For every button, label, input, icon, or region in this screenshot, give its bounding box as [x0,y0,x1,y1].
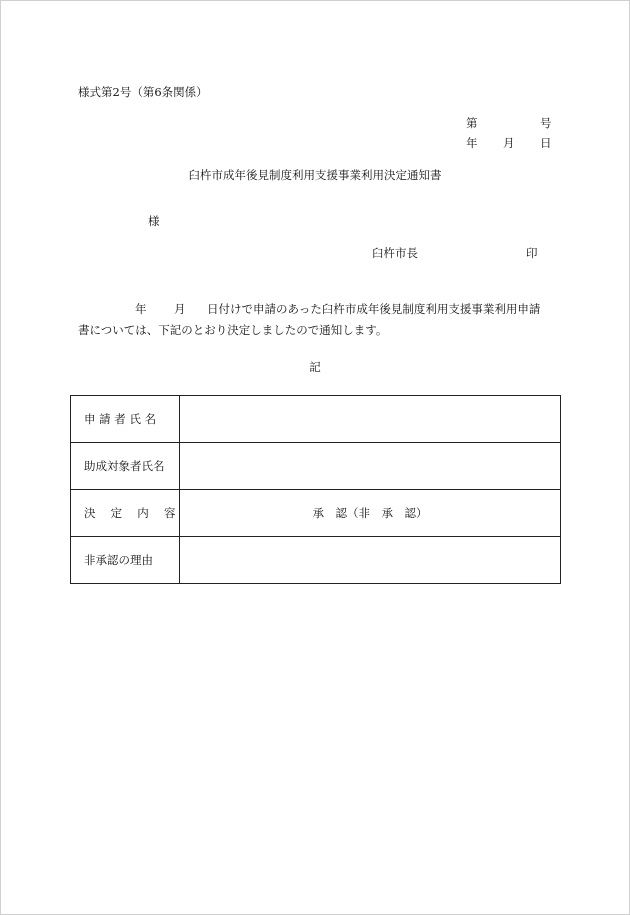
rejection-reason-label: 非承認の理由 [71,537,180,584]
subsidy-recipient-name-field [180,443,561,490]
table-row-decision [71,490,561,537]
seal-mark: 印 [526,246,538,260]
result-table [70,395,561,584]
body-month-label: 月 [174,302,186,316]
date-year-label: 年 [466,136,478,150]
applicant-name-field [180,396,561,443]
document-number-prefix: 第 [466,116,478,130]
applicant-name-label: 申 請 者 氏 名 [71,396,180,443]
document-title: 臼杵市成年後見制度利用支援事業利用決定通知書 [188,168,442,182]
date-month-label: 月 [503,136,515,150]
table-row-rejection-reason [71,537,561,584]
body-line-2: 書については、下記のとおり決定しましたので通知します。 [78,323,388,337]
table-row-subsidy-recipient-name [71,443,561,490]
body-year-label: 年 [135,302,147,316]
date-day-label: 日 [540,136,552,150]
addressee-honorific: 様 [148,214,160,228]
rejection-reason-field [180,537,561,584]
body-line-1: 日付けで申請のあった臼杵市成年後見制度利用支援事業利用申請 [207,302,541,316]
table-row-applicant-name [71,396,561,443]
form-number: 様式第2号（第6条関係） [78,85,208,99]
decision-label: 決 定 内 容 [71,490,180,537]
document-number-suffix: 号 [540,116,552,130]
issuer-title: 臼杵市長 [372,246,418,260]
subsidy-recipient-name-label: 助成対象者氏名 [71,443,180,490]
decision-value: 承 認（非 承 認） [180,490,561,537]
note-heading: 記 [309,360,321,374]
